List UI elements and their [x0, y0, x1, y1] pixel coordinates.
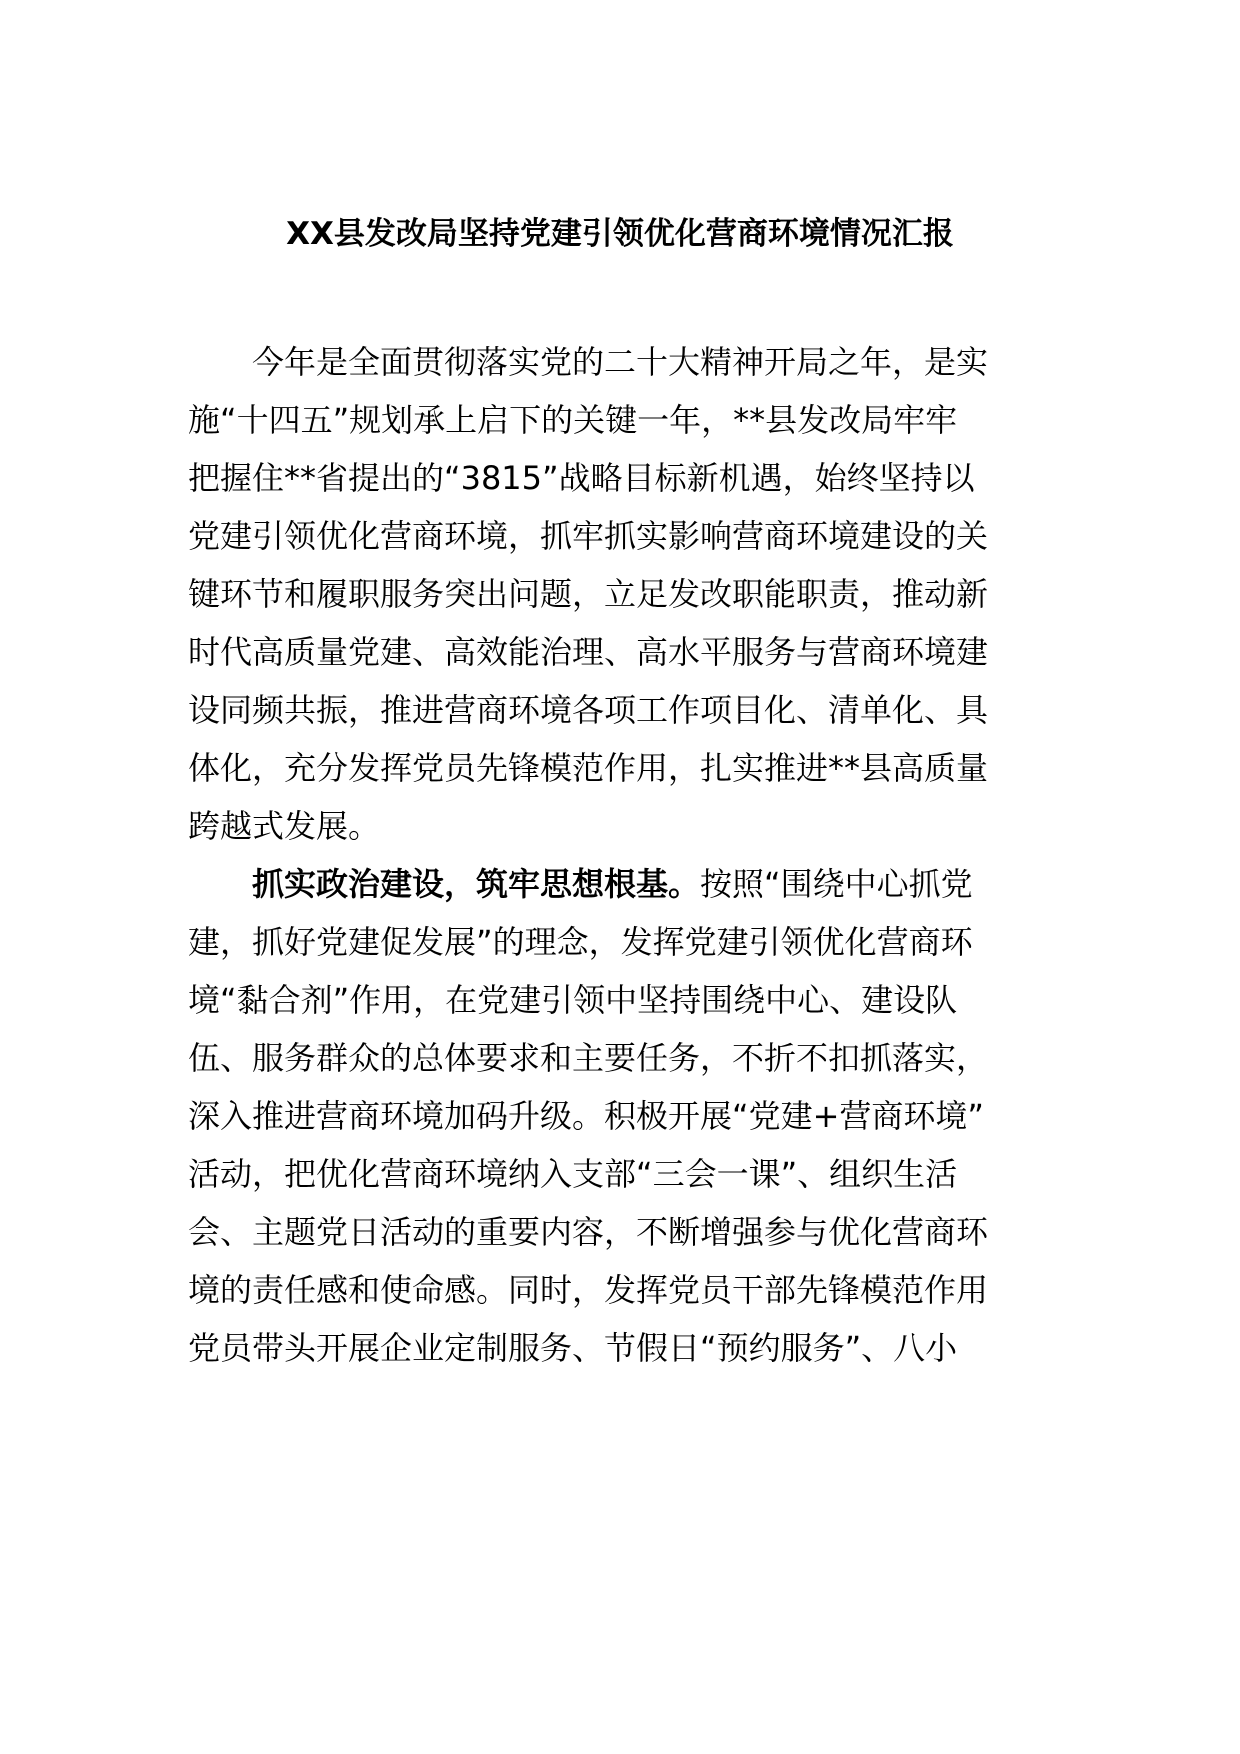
paragraph-2-line-2: 建，抓好党建促发展”的理念，发挥党建引领优化营商环: [188, 923, 973, 961]
paragraph-1-line-9: 跨越式发展。: [188, 807, 381, 845]
paragraph-2-heading: 抓实政治建设，筑牢思想根基。: [252, 865, 701, 903]
paragraph-1-line-5: 键环节和履职服务突出问题，立足发改职能职责，推动新: [188, 575, 989, 613]
paragraph-2-line-7: 会、主题党日活动的重要内容，不断增强参与优化营商环: [188, 1213, 989, 1251]
paragraph-2-line-9: 党员带头开展企业定制服务、节假日“预约服务”、八小: [188, 1329, 958, 1367]
paragraph-1-line-3: 把握住**省提出的“3815”战略目标新机遇，始终坚持以: [188, 459, 975, 497]
paragraph-1-line-2: 施“十四五”规划承上启下的关键一年，**县发改局牢牢: [188, 401, 958, 439]
paragraph-2-line-6: 活动，把优化营商环境纳入支部“三会一课”、组织生活: [188, 1155, 958, 1193]
paragraph-2-line-1: [252, 862, 973, 906]
paragraph-2-line-4: 伍、服务群众的总体要求和主要任务，不折不扣抓落实，: [188, 1039, 989, 1077]
paragraph-2-line-8: 境的责任感和使命感。同时，发挥党员干部先锋模范作用: [188, 1271, 989, 1309]
paragraph-2-line-5: 深入推进营商环境加码升级。积极开展“党建+营商环境”: [188, 1097, 984, 1135]
paragraph-2-line-1-text: 按照“围绕中心抓党: [700, 865, 973, 903]
paragraph-1-line-4: 党建引领优化营商环境，抓牢抓实影响营商环境建设的关: [188, 517, 989, 555]
paragraph-2-line-3: 境“黏合剂”作用，在党建引领中坚持围绕中心、建设队: [188, 981, 958, 1019]
paragraph-1-line-7: 设同频共振，推进营商环境各项工作项目化、清单化、具: [188, 691, 989, 729]
paragraph-1-line-1: 今年是全面贯彻落实党的二十大精神开局之年，是实: [252, 343, 989, 381]
paragraph-1-line-8: 体化，充分发挥党员先锋模范作用，扎实推进**县高质量: [188, 749, 989, 787]
document-title: XX县发改局坚持党建引领优化营商环境情况汇报: [286, 216, 954, 252]
paragraph-1-line-6: 时代高质量党建、高效能治理、高水平服务与营商环境建: [188, 633, 989, 671]
